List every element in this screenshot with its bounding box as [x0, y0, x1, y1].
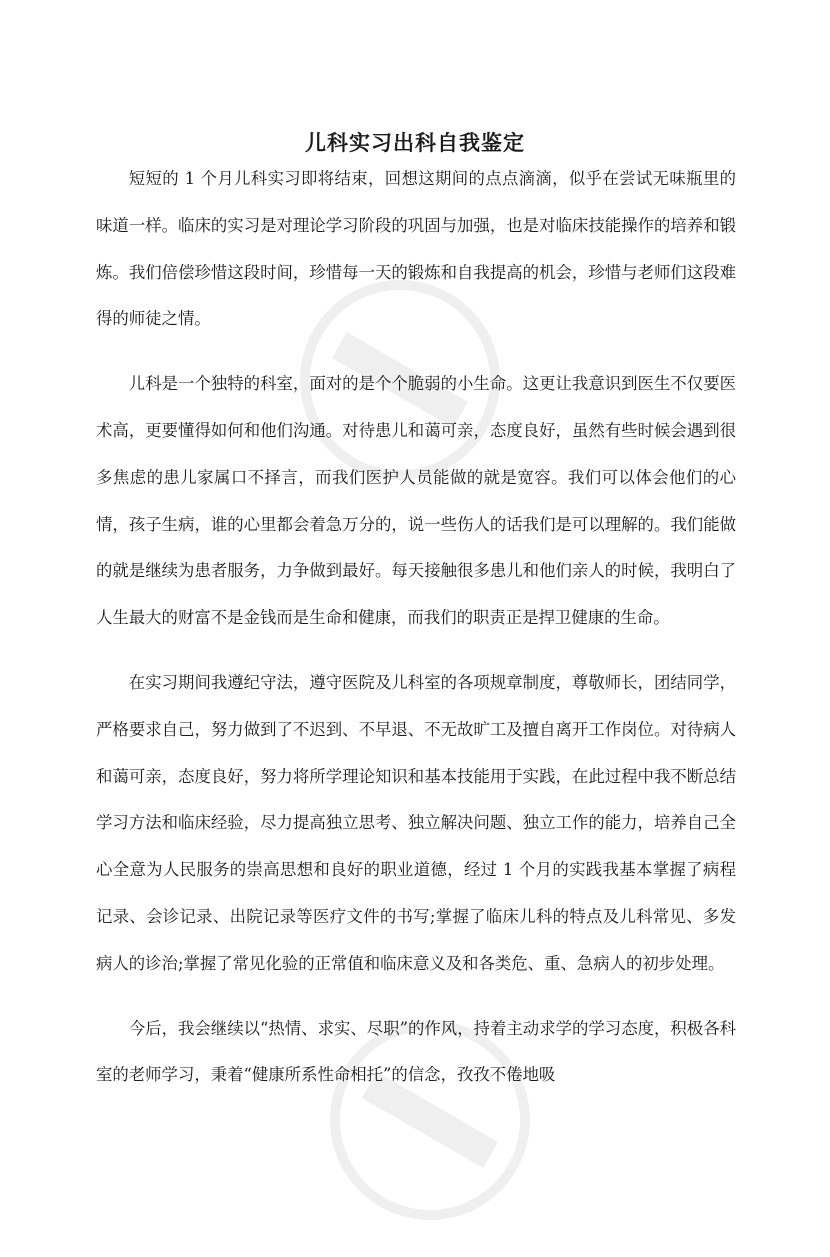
paragraph: 儿科是一个独特的科室，面对的是个个脆弱的小生命。这更让我意识到医生不仅要医术高，更要懂得如何和他们沟通。对待患儿和蔼可亲，态度良好，虽然有些时候会遇到很多焦虑的患儿家属口不择言，而我们医护人员能做的就是宽容。我们可以体会他们的心情，孩子生病，谁的心里都会着急万分的，说一些伤人的话我们是可以理解的。我们能做的就是继续为患者服务，力争做到最好。每天接触很多患儿和他们亲人的时候，我明白了人生最大的财富不是金钱而是生命和健康，而我们的职责正是捍卫健康的生命。	[96, 374, 736, 628]
document-title: 儿科实习出科自我鉴定	[305, 130, 525, 156]
paragraph: 短短的 1 个月儿科实习即将结束，回想这期间的点点滴滴，似乎在尝试无味瓶里的味道一样。临床的实习是对理论学习阶段的巩固与加强，也是对临床技能操作的培养和锻炼。我们倍偿珍惜这段时间，珍惜每一天的锻炼和自我提高的机会，珍惜与老师们这段难得的师徒之情。	[96, 169, 736, 329]
paragraph: 今后，我会继续以“热情、求实、尽职”的作风，持着主动求学的学习态度，积极各科室的老师学习，秉着“健康所系性命相托”的信念，孜孜不倦地吸	[96, 1018, 736, 1085]
document-body	[96, 156, 736, 1099]
paragraph: 在实习期间我遵纪守法，遵守医院及儿科室的各项规章制度，尊敬师长，团结同学，严格要求自己，努力做到了不迟到、不早退、不无故旷工及擅自离开工作岗位。对待病人和蔼可亲，态度良好，努力将所学理论知识和基本技能用于实践，在此过程中我不断总结学习方法和临床经验，尽力提高独立思考、独立解决问题、独立工作的能力，培养自己全心全意为人民服务的崇高思想和良好的职业道德，经过 1 个月的实践我基本掌握了病程记录、会诊记录、出院记录等医疗文件的书写;掌握了临床儿科的特点及儿科常见、多发病人的诊治;掌握了常见化验的正常值和临床意义及和各类危、重、急病人的初步处理。	[96, 672, 736, 973]
